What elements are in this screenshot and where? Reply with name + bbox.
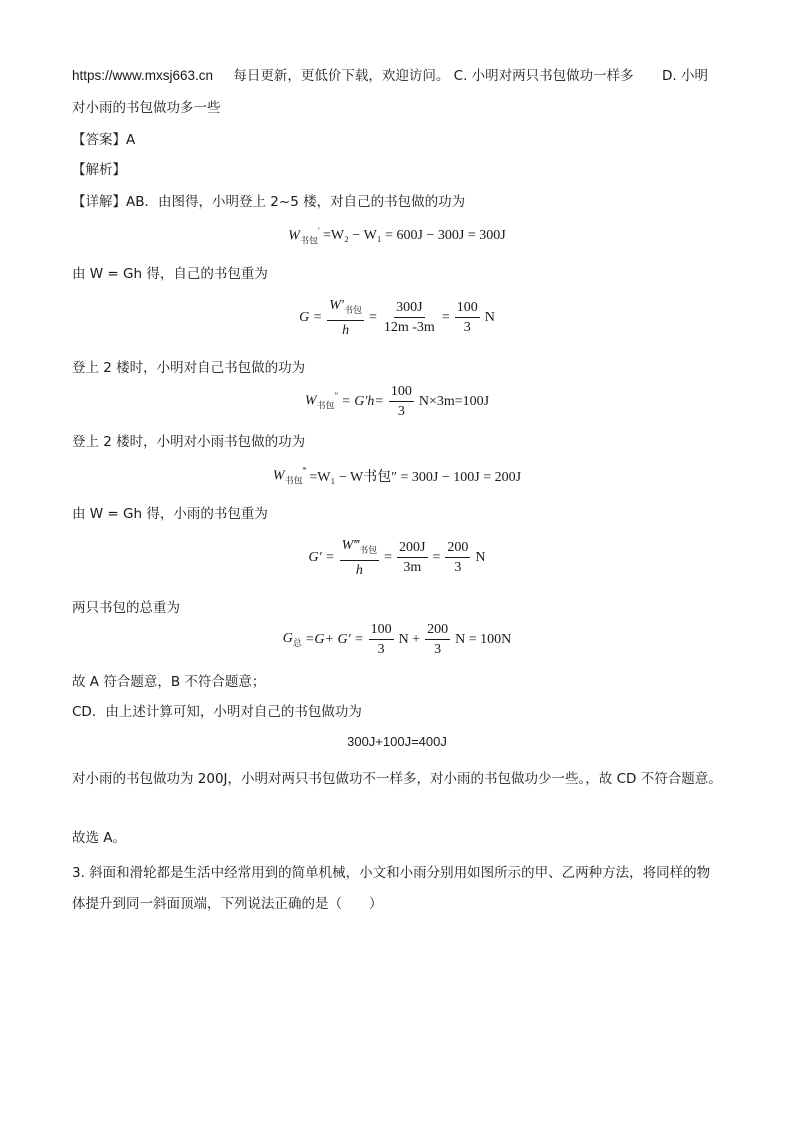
text-by-w-gh-own: 由 W = Gh 得，自己的书包重为 bbox=[72, 266, 268, 282]
equation-2: G = $\frac{W'_{书包}}{h}$ = $\frac{300J}{12m -3m}$ = $\frac{100}{3}$ N bbox=[299, 298, 495, 338]
eq5-unit: N bbox=[475, 549, 486, 565]
text-floor2-own: 登上 2 楼时，小明对自己书包做的功为 bbox=[72, 360, 306, 376]
eq2-frac-3 bbox=[455, 300, 480, 335]
eq2-frac1-den: h bbox=[342, 322, 350, 338]
final-choice: 故选 A。 bbox=[72, 830, 127, 846]
eq2-lhs: G = bbox=[299, 309, 323, 325]
eq5-lhs: G′ = bbox=[308, 549, 335, 565]
eq4-lhs-sub: 书包 bbox=[284, 475, 303, 486]
eq2-frac2-num: 300J bbox=[394, 300, 424, 318]
eq5-frac-2 bbox=[397, 540, 427, 575]
conclusion-ab: 故 A 符合题意，B 不符合题意； bbox=[72, 674, 266, 690]
eq5-frac3-den: 3 bbox=[454, 560, 462, 576]
eq5-frac-3 bbox=[445, 540, 470, 575]
eq1-lhs-var: W bbox=[288, 228, 300, 244]
eq6-lhs-var: G bbox=[282, 630, 293, 646]
eq3-frac-num: 100 bbox=[389, 384, 414, 402]
eq5-frac1-den: h bbox=[355, 562, 363, 578]
eq1-rhs: =W₂ − W₁ = 600J − 300J = 300J bbox=[322, 228, 506, 244]
promo-text: 每日更新，更低价下载，欢迎访问。 bbox=[233, 68, 450, 84]
equation-4 bbox=[0, 466, 794, 486]
site-url[interactable]: https://www.mxsj663.cn bbox=[72, 68, 214, 83]
eq5-frac2-num: 200J bbox=[397, 540, 427, 558]
eq5-frac2-den: 3m bbox=[403, 560, 422, 576]
eq2-frac1-num: W′ bbox=[329, 298, 344, 313]
eq3-lhs-var: W bbox=[304, 393, 317, 409]
eq6-plus: N + bbox=[398, 631, 421, 647]
eq2-unit: N bbox=[484, 309, 495, 325]
eq2-frac1-num-sub: 书包 bbox=[343, 304, 362, 315]
eq2-frac-1 bbox=[327, 298, 364, 338]
eq3-frac-den: 3 bbox=[397, 404, 405, 419]
eq3-lhs-sup: ″ bbox=[334, 391, 339, 402]
eq6-frac-2 bbox=[425, 622, 450, 657]
eq2-frac3-num: 100 bbox=[455, 300, 480, 318]
eq3-lhs-sub: 书包 bbox=[316, 400, 335, 411]
text-floor2-other: 登上 2 楼时，小明对小雨书包做的功为 bbox=[72, 434, 306, 450]
option-d: D. 小明 bbox=[661, 68, 708, 84]
equation-5: G′ = $\frac{W‴_{书包}}{h}$ = $\frac{200J}{3m}$ = $\frac{200}{3}$ N bbox=[308, 538, 486, 578]
text-by-w-gh-other: 由 W = Gh 得，小雨的书包重为 bbox=[72, 506, 268, 522]
eq6-frac-1 bbox=[369, 622, 394, 657]
eq2-frac2-den: 12m -3m bbox=[383, 320, 435, 336]
eq6-mid: =G+ G′ = bbox=[304, 631, 364, 647]
detail-intro: 【详解】AB．由图得，小明登上 2~5 楼，对自己的书包做的功为 bbox=[72, 194, 466, 210]
text-total-weight: 两只书包的总重为 bbox=[72, 600, 180, 616]
cd-conclusion: 对小雨的书包做功为 200J，小明对两只书包做功不一样多，对小雨的书包做功少一些。，故 CD 不符合题意。 bbox=[72, 771, 722, 787]
eq6-frac1-den: 3 bbox=[377, 642, 385, 657]
equation-1 bbox=[0, 226, 794, 246]
eq5-frac-1 bbox=[340, 538, 380, 578]
equation-7: 300J+100J=400J bbox=[347, 734, 447, 749]
eq6-tail: N = 100N bbox=[455, 631, 512, 647]
eq5-frac1-num-sub: 书包 bbox=[359, 544, 378, 555]
eq3-frac bbox=[389, 384, 414, 419]
eq3-tail: N×3m=100J bbox=[418, 393, 490, 409]
answer-label: 【答案】A bbox=[72, 132, 136, 148]
eq1-lhs-sub: 书包 bbox=[299, 235, 318, 246]
eq6-frac1-num: 100 bbox=[369, 622, 394, 640]
equation-6 bbox=[0, 622, 794, 657]
eq4-lhs-sup: ‴ bbox=[302, 466, 307, 476]
eq6-lhs-sub: 总 bbox=[292, 637, 302, 648]
eq2-frac3-den: 3 bbox=[463, 320, 471, 336]
eq4-lhs-var: W bbox=[272, 468, 285, 484]
question-3: 3. 斜面和滑轮都是生活中经常用到的简单机械，小文和小雨分别用如图所示的甲、乙两种方法，将同样的物体提升到同一斜面顶端，下列说法正确的是（ ） bbox=[72, 865, 711, 912]
eq5-frac1-num: W‴ bbox=[341, 538, 360, 553]
eq2-frac-2 bbox=[382, 300, 437, 335]
eq6-frac2-den: 3 bbox=[434, 642, 442, 657]
equation-3 bbox=[0, 384, 794, 419]
cd-intro: CD．由上述计算可知，小明对自己的书包做功为 bbox=[72, 704, 362, 720]
option-d-continued: 对小雨的书包做功多一些 bbox=[72, 100, 221, 116]
option-c: C. 小明对两只书包做功一样多 bbox=[453, 68, 634, 84]
eq1-lhs-sup: ′ bbox=[317, 226, 320, 236]
eq5-frac3-num: 200 bbox=[445, 540, 470, 558]
analysis-label: 【解析】 bbox=[72, 162, 126, 178]
header-line bbox=[72, 66, 722, 86]
eq4-rhs: =W₁ − W书包″ = 300J − 100J = 200J bbox=[309, 470, 522, 486]
eq6-frac2-num: 200 bbox=[425, 622, 450, 640]
eq3-mid: = G′h= bbox=[341, 393, 384, 409]
